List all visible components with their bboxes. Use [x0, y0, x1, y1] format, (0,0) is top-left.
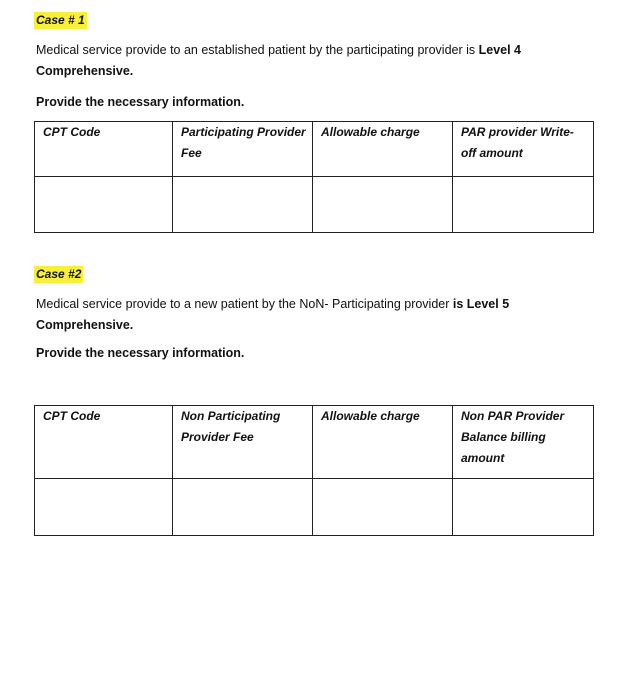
case2-table: [34, 405, 594, 536]
case1-header-allowable: Allowable charge: [321, 125, 420, 139]
case1-answer-row: [35, 177, 594, 233]
case1-header-writeoff: PAR provider Write-off amount: [461, 125, 574, 160]
case1-header-cell: [173, 122, 313, 177]
case2-answer-balance[interactable]: [453, 479, 594, 536]
case2-header-cell: [173, 406, 313, 479]
case1-description: [36, 40, 596, 82]
case2-header-cell: [313, 406, 453, 479]
case1-desc-level: Level 4: [478, 43, 521, 57]
case2-desc-text: Medical service provide to a new patient by the NoN- Participating provider: [36, 297, 453, 311]
case1-header-cell: [313, 122, 453, 177]
case1-instruction: Provide the necessary information.: [36, 95, 245, 109]
case1-answer-cpt[interactable]: [35, 177, 173, 233]
case1-table: [34, 121, 594, 233]
case2-instruction: Provide the necessary information.: [36, 346, 245, 360]
case1-desc-text: Medical service provide to an established patient by the participating provider is: [36, 43, 479, 57]
case1-label: Case # 1: [36, 13, 85, 27]
case2-answer-cpt[interactable]: [35, 479, 173, 536]
case1-header-fee: Participating Provider Fee: [181, 125, 306, 160]
case2-desc-comprehensive: Comprehensive.: [36, 318, 134, 332]
case2-answer-allowable[interactable]: [313, 479, 453, 536]
case2-header-allowable: Allowable charge: [321, 409, 420, 423]
case2-answer-fee[interactable]: [173, 479, 313, 536]
case2-header-cpt: CPT Code: [43, 409, 101, 423]
case2-section: [34, 265, 83, 283]
case2-label: Case #2: [36, 267, 82, 281]
case1-header-cpt: CPT Code: [43, 125, 101, 139]
case1-desc-comprehensive: Comprehensive.: [36, 64, 134, 78]
case2-header-fee: Non Participating Provider Fee: [181, 409, 281, 444]
case1-answer-fee[interactable]: [173, 177, 313, 233]
case2-description: [36, 294, 596, 336]
case1-header-row: [35, 122, 594, 177]
case1-header-cell: [453, 122, 594, 177]
case2-header-row: [35, 406, 594, 479]
case2-header-cell: [35, 406, 173, 479]
case2-desc-level: is Level 5: [452, 297, 510, 311]
case1-answer-allowable[interactable]: [313, 177, 453, 233]
case1-answer-writeoff[interactable]: [453, 177, 594, 233]
case2-answer-row: [35, 479, 594, 536]
case1-section: [34, 11, 87, 29]
case1-header-cell: [35, 122, 173, 177]
case2-header-balance: Non PAR Provider Balance billing amount: [461, 409, 565, 465]
case2-header-cell: [453, 406, 594, 479]
